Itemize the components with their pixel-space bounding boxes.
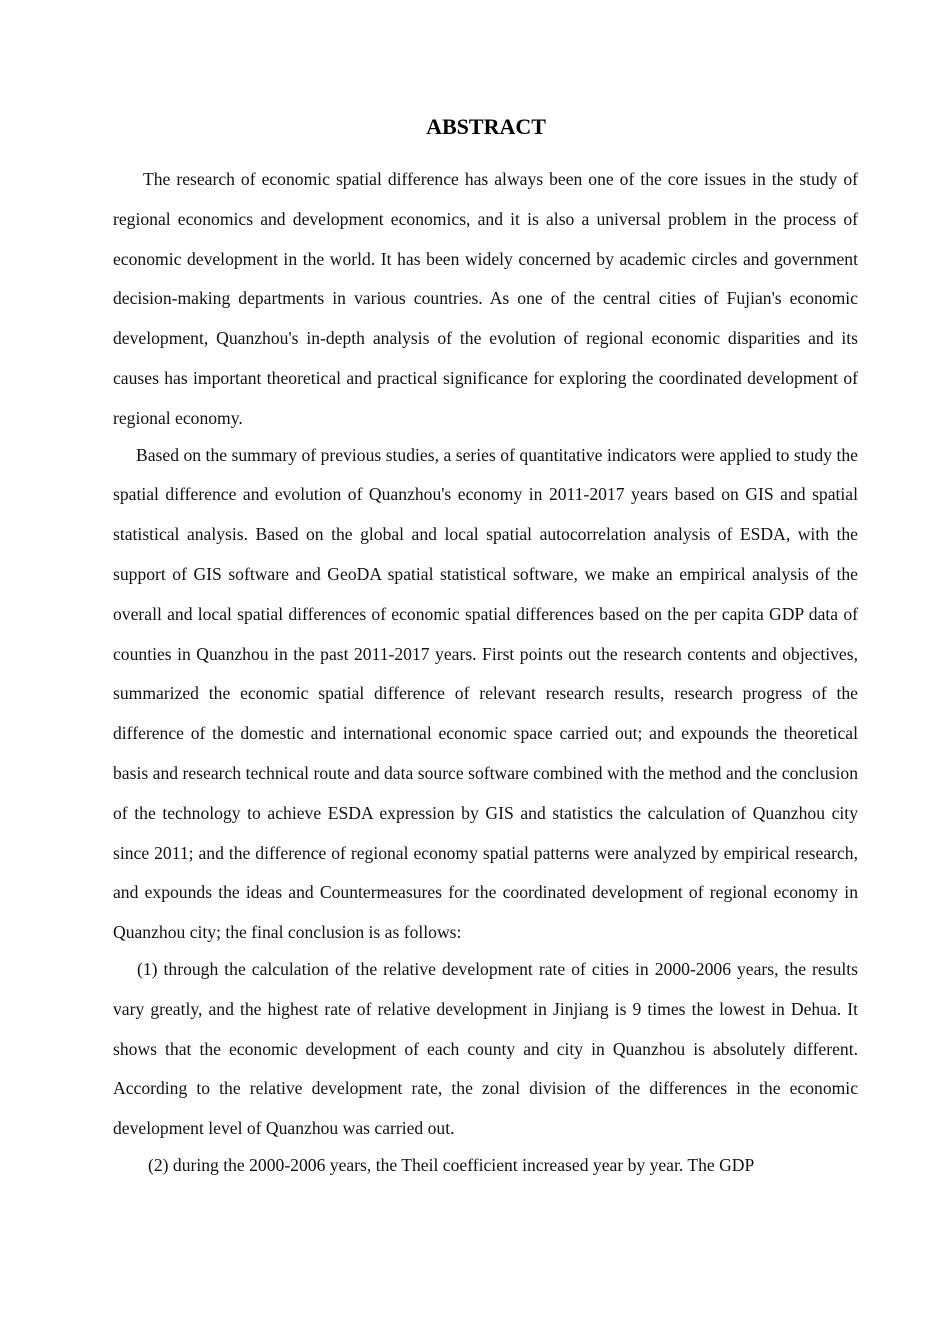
abstract-body (113, 160, 858, 1186)
paragraph-conclusion-1: (1) through the calculation of the relative development rate of cities in 2000-2006 years, the results vary greatly, and the highest rate of relative development in Jinjiang is 9 times the lowest in Dehua. It shows that the economic development of each county and city in Quanzhou is absolutely different. According to the relative development rate, the zonal division of the differences in the economic development level of Quanzhou was carried out. (113, 958, 858, 1139)
paragraph-methodology: Based on the summary of previous studies, a series of quantitative indicators were applied to study the spatial difference and evolution of Quanzhou's economy in 2011-2017 years based on GIS and spatial statistical analysis. Based on the global and local spatial autocorrelation analysis of ESDA, with the support of GIS software and GeoDA spatial statistical software, we make an empirical analysis of the overall and local spatial differences of economic spatial differences based on the per capita GDP data of counties in Quanzhou in the past 2011-2017 years. First points out the research contents and objectives, summarized the economic spatial difference of relevant research results, research progress of the difference of the domestic and international economic space carried out; and expounds the theoretical basis and research technical route and data source software combined with the method and the conclusion of the technology to achieve ESDA expression by GIS and statistics the calculation of Quanzhou city since 2011; and the difference of regional economy spatial patterns were analyzed by empirical research, and expounds the ideas and Countermeasures for the coordinated development of regional economy in Quanzhou city; the final conclusion is as follows: (113, 444, 858, 943)
paragraph-conclusion-2: (2) during the 2000-2006 years, the Theil coefficient increased year by year. The GDP (148, 1154, 755, 1175)
paragraph-introduction: The research of economic spatial difference has always been one of the core issues in the study of regional economics and development economics, and it is also a universal problem in the process of economic development in the world. It has been widely concerned by academic circles and government decision-making departments in various countries. As one of the central cities of Fujian's economic development, Quanzhou's in-depth analysis of the evolution of regional economic disparities and its causes has important theoretical and practical significance for exploring the coordinated development of regional economy. (113, 169, 858, 428)
abstract-title: ABSTRACT (426, 114, 546, 139)
